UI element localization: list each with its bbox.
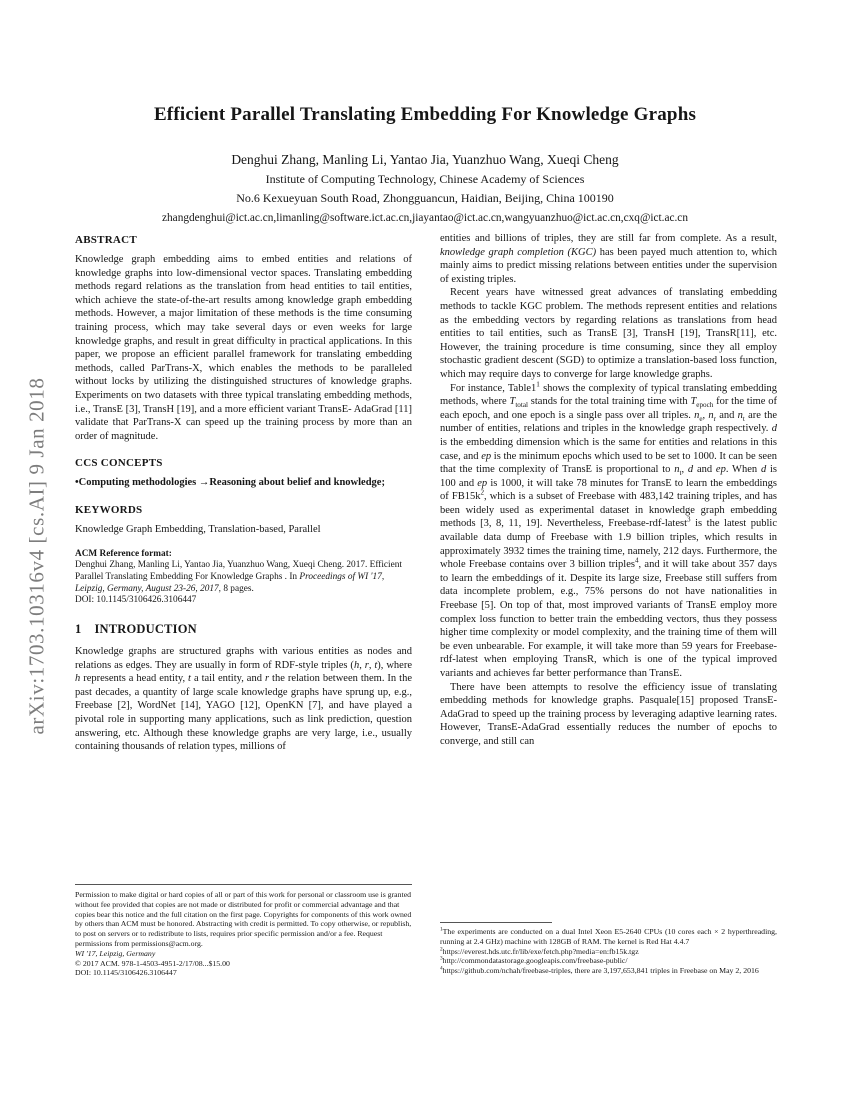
- permission-copyright: © 2017 ACM. 978-1-4503-4951-2/17/08...$15.00: [75, 958, 230, 968]
- permission-doi: DOI: 10.1145/3106426.3106447: [75, 968, 177, 978]
- ccs-text: •Computing methodologies →Reasoning about belief and knowledge;: [75, 477, 385, 489]
- emails-line: zhangdenghui@ict.ac.cn,limanling@software.ict.ac.cn,jiayantao@ict.ac.cn,wangyuanzhuo@ict.ac.cn,cxq@ict.ac.cn: [162, 212, 688, 224]
- copyright-rule: [75, 884, 412, 885]
- footnotes-rule: [440, 922, 552, 923]
- paper-title: Efficient Parallel Translating Embedding For Knowledge Graphs: [153, 104, 697, 125]
- permission-text: Permission to make digital or hard copies of all or part of this work for personal or classroom use is granted without fee provided that copies are not made or distributed for profit or commercial advantage and that copies bear this notice and the full citation on the first page. Copyrights for components of this work owned by others than ACM must be honored. Abstracting with credit is permitted. To copy otherwise, or republish, to post on servers or to redistribute to lists, requires prior specific permission and/or a fee. Request permissions from permissions@acm.org.: [75, 890, 412, 948]
- paper-header: [0, 104, 850, 224]
- section-number: 1: [75, 622, 82, 637]
- abstract-heading: ABSTRACT: [75, 234, 137, 246]
- right-paragraph-1: entities and billions of triples, they are still far from complete. As a result, knowledge graph completion (KGC) has been payed much attention to, which mainly aims to predict missing relations between entities under the supervision of existing triples.: [440, 233, 777, 285]
- acm-reference-heading: ACM Reference format:: [75, 548, 172, 559]
- footnote-4-marker: 4: [440, 965, 443, 972]
- footnote-2-marker: 2: [440, 946, 443, 952]
- footnote-4-text: https://github.com/nchah/freebase-triples, there are 3,197,653,841 triples in Freebase on May 2, 2016: [442, 966, 759, 976]
- acm-reference-citation: Denghui Zhang, Manling Li, Yantao Jia, Yuanzhuo Wang, Xueqi Cheng. 2017. Efficient Parallel Translating Embedding For Knowledge Graphs . In Proceedings of WI '17, Leipzig, Germany, August 23-26, 2017, 8 pages.: [75, 560, 403, 594]
- footnote-1-text: The experiments are conducted on a dual Intel Xeon E5-2640 CPUs (10 cores each × 2 hyperthreading, running at 2.4 GHz) machine with 128GB of RAM. The kernel is Red Hat 4.4.7: [440, 927, 777, 946]
- right-column: [440, 232, 777, 918]
- footnote-3-text: http://commondatastorage.googleapis.com/freebase-public/: [442, 956, 628, 966]
- footnotes-block: [440, 922, 777, 976]
- right-paragraph-4: There have been attempts to resolve the efficiency issue of translating embedding methods for knowledge graphs. Pasquale[15] proposed TransE-AdaGrad to speed up the training process by leveraging adaptive learning rates. However, TransE-AdaGrad essentially reduces the number of epochs to converge, and still can: [440, 681, 777, 747]
- acm-reference-doi: DOI: 10.1145/3106426.3106447: [75, 595, 197, 606]
- ccs-heading: CCS CONCEPTS: [75, 457, 163, 470]
- footnote-1: [440, 927, 777, 947]
- affiliation-line-2: No.6 Kexueyuan South Road, Zhongguancun, Haidian, Beijing, China 100190: [236, 191, 614, 205]
- abstract-text: Knowledge graph embedding aims to embed entities and relations of knowledge graphs into low-dimensional vector spaces. Translating embedding methods regard relations as the translation from head entities to tail entities, which achieve the state-of-the-art results among knowledge graph embedding methods. However, a major limitation of these methods is the time consuming training process, which may take several days or even weeks for large knowledge graphs, and result in great difficulty in practical applications. In this paper, we propose an efficient parallel framework for translating embedding methods, called ParTrans-X, which enables the methods to be paralleled without locks by utilizing the distinguished structures of knowledge graphs. Experiments on two datasets with three typical translating embedding methods, i.e., TransE [3], TransH [19], and a more efficient variant TransE- AdaGrad [11] validate that ParTrans-X can speed up the training process by more than an order of magnitude.: [75, 254, 412, 442]
- introduction-heading: [75, 622, 412, 637]
- two-column-body: [75, 232, 777, 918]
- section-title: INTRODUCTION: [94, 622, 197, 637]
- footnote-4: [440, 966, 777, 976]
- introduction-paragraph: Knowledge graphs are structured graphs with various entities as nodes and relations as edges. They are usually in form of RDF-style triples (h, r, t), where h represents a head entity, t a tail entity, and r the relation between them. In the past decades, a quantity of large scale knowledge graphs have sprung up, e.g., Freebase [2], WordNet [14], YAGO [12], OpenKN [7], and have played a pivotal role in supporting many applications, such as link prediction, question answering, etc. Although these knowledge graphs are very large, i.e., usually containing thousands of relation types, millions of: [75, 646, 412, 753]
- footnote-1-marker: 1: [440, 926, 443, 933]
- keywords-heading: KEYWORDS: [75, 503, 143, 516]
- right-paragraph-2: Recent years have witnessed great advances of translating embedding methods to tackle KGC problem. The methods represent entities and relations as the embedding vectors by regarding relations as translations from head entities to tail entities, such as TransE [3], TransH [19], TransR[11], etc. However, the training procedure is time consuming, since they all employ stochastic gradient descent (SGD) to optimize a translation-based loss function, which may require days to converge for large knowledge graphs.: [440, 287, 777, 380]
- affiliation-line-1: Institute of Computing Technology, Chinese Academy of Sciences: [265, 172, 585, 186]
- footnote-2: [440, 947, 777, 957]
- footnote-2-text: https://everest.hds.utc.fr/lib/exe/fetch.php?media=en:fb15k.tgz: [442, 946, 639, 956]
- footnote-3: [440, 956, 777, 966]
- right-paragraph-3: For instance, $Table1^1$ shows the complexity of typical translating embedding methods, where $T_{total}$ stands for the total training time with $T_{epoch}$ for the time of each epoch, and one epoch is a single pass over all triples. $n_e$, $n_r$ and $n_t$ are the number of entities, relations and triples in the knowledge graph respectively. d is the embedding dimension which is the same for entities and relations in this case, and ep is the minimum epochs which used to be set to 1000. It can be seen that the time complexity of TransE is proportional to $n_t$, d and ep. When d is 100 and ep is 1000, it will take 78 minutes for TransE to learn the embeddings of $FB15k^2$, which is a subset of Freebase with 483,142 training triples, and has been widely used as experimental dataset in knowledge graph embedding methods [3, 8, 11, 19]. Nevertheless, Freebase-rdf-latest$^3$ is the latest public available data dump of Freebase with 1.9 billion triples, which results in approximately 3932 times the training time, namely, 212 days. Furthermore, the whole Freebase contains over 3 billion triples$^4$, and it will take about 357 days to learn the embeddings of it. Despite its large size, Freebase still suffers from data incomplete problem, e.g., 75% persons do not have nationalities in Freebase [5]. On top of that, most improved variants of TransE employ more complex loss function to better train the embedding vectors, thus they possess higher time complexity or model complexity, and the training time of them will be even unbearable. For example, it will take more than 59 years for Freebase-rdf-latest when employing TransR, which is one of the typical improved variants and achieves far better performance than TransE.: [440, 380, 777, 679]
- copyright-permission-block: [75, 884, 412, 978]
- authors-line: Denghui Zhang, Manling Li, Yantao Jia, Yuanzhuo Wang, Xueqi Cheng: [231, 152, 619, 167]
- arxiv-watermark: arXiv:1703.10316v4 [cs.AI] 9 Jan 2018: [24, 377, 49, 735]
- left-column: [75, 232, 412, 880]
- keywords-text: Knowledge Graph Embedding, Translation-based, Parallel: [75, 523, 321, 535]
- permission-venue: WI '17, Leipzig, Germany: [75, 948, 156, 958]
- acm-reference-block: [75, 549, 412, 608]
- footnote-3-marker: 3: [440, 955, 443, 962]
